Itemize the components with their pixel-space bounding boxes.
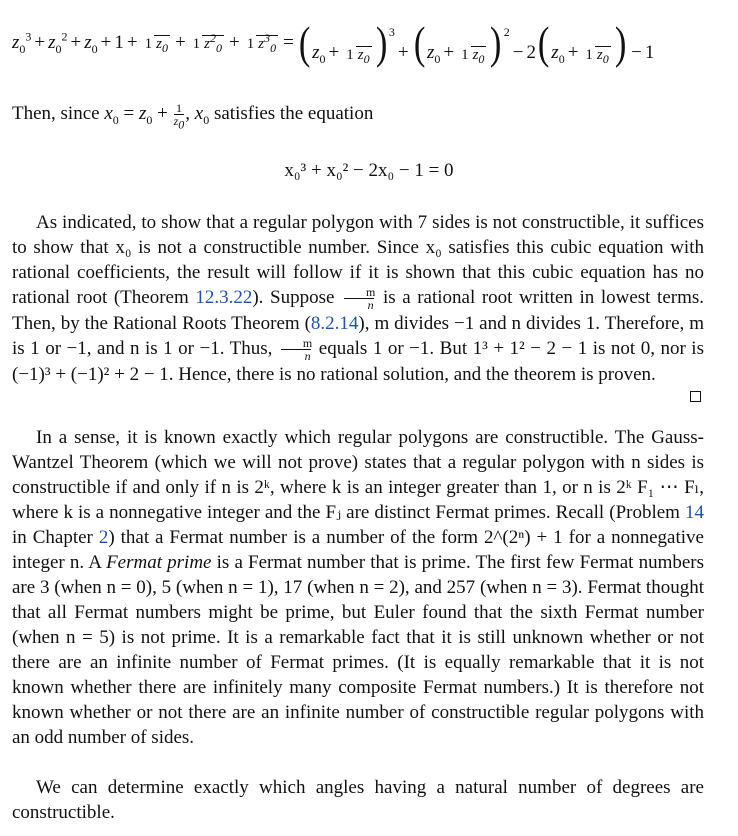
gauss-text-c: ) that a Fermat number is a number of the form 2^(2ⁿ) + 1 for a nonnegative integer n. A (12, 527, 704, 573)
gauss-text-b: in Chapter (12, 527, 99, 548)
theorem-link[interactable]: 12.3.22 (195, 287, 253, 308)
proof-text-c: is a rational root written in lowest terms. Then, by the Rational Roots Theorem ( (12, 287, 704, 335)
fraction-m-n: $\frac{m}{n}$ (342, 286, 375, 311)
then-text: Then, since (12, 103, 105, 124)
rational-roots-link[interactable]: 8.2.14 (310, 313, 359, 335)
proof-text-d: ), m divides −1 and n divides 1. Therefore, m is 1 or −1, and n is 1 or −1. Thus, (12, 313, 704, 360)
gauss-paragraph (12, 425, 704, 750)
gauss-text-a: In a sense, it is known exactly which regular polygons are constructible. The Gauss-Wantzel Theorem (which we will not prove) states that a regular polygon with n sides is constructible if and only if n is 2ᵏ, where k is an integer greater than 1, or n is 2ᵏ F₁ ⋯ Fₗ, where k is a nonnegative integer and the Fⱼ are distinct Fermat primes. Recall (Problem (12, 427, 704, 523)
proof-text-e: equals 1 or −1. But 1³ + 1² − 2 − 1 is not 0, nor is (−1)³ + (−1)² + 2 − 1. Hence, there is no rational solution, and the theorem is proven. (12, 338, 704, 386)
closing-paragraph: We can determine exactly which angles having a natural number of degrees are constructible. (12, 777, 704, 823)
display-equation: x₀³ + x₀² − 2x₀ − 1 = 0 (284, 160, 454, 181)
equation-lhs: $z_0^3 + z_0^2 + z_0 + 1 + 1$ $z_0 + 1$ $z^2_0 + 1$ $z^3_0$ (12, 29, 277, 56)
equals-sign: = (283, 32, 294, 53)
proof-text-b: ). Suppose (252, 287, 341, 308)
x0-sub: 0 (112, 112, 119, 127)
x0-var: x (104, 103, 113, 124)
fermat-prime-term: Fermat prime (106, 552, 212, 573)
proof-paragraph (12, 210, 704, 387)
problem-link[interactable]: 14 (685, 502, 704, 523)
then-tail: satisfies the equation (209, 103, 374, 124)
proof-text-a: As indicated, to show that a regular polygon with 7 sides is not constructible, it suffices to show that x₀ is not a constructible number. Since x₀ satisfies this cubic equation with rational coefficients, the result will follow if it is shown that this cubic equation has no rational root (Theorem (12, 212, 704, 308)
top-equation (12, 0, 728, 86)
gauss-text-d: is a Fermat number that is prime. The first few Fermat numbers are 3 (when n = 0), 5 (when n = 1), 17 (when n = 2), and 257 (when n = 3). Fermat thought that all Fermat numbers might be prime, but Euler found that the sixth Fermat number (when n = 5) is not prime. It is a remarkable fact that it is still unknown whether or not there are an infinite number of Fermat primes. (It is equally remarkable that it is not known whether there are infinitely many composite Fermat numbers.) It is therefore not known whether or not there are an infinite number of constructible regular polygons with an odd number of sides. (12, 552, 704, 748)
equation-rhs: ( $z_0 + 1$ $z_0$ ) $^3$+ ( $z_0 + 1$ $z_0$ ) $^2$− 2( $z_0 + 1$ $z_0$ ) − 1 (298, 17, 655, 68)
eq-sign: = (118, 103, 139, 124)
then-line: Then, since $x_0 = z_0$ + $\frac{1}{z_0}$ , $x_0$ satisfies the equation (12, 101, 374, 132)
fraction-m-n-2: $\frac{m}{n}$ (279, 337, 312, 362)
chapter-link[interactable]: 2 (98, 527, 109, 548)
qed-box-icon (690, 391, 701, 402)
